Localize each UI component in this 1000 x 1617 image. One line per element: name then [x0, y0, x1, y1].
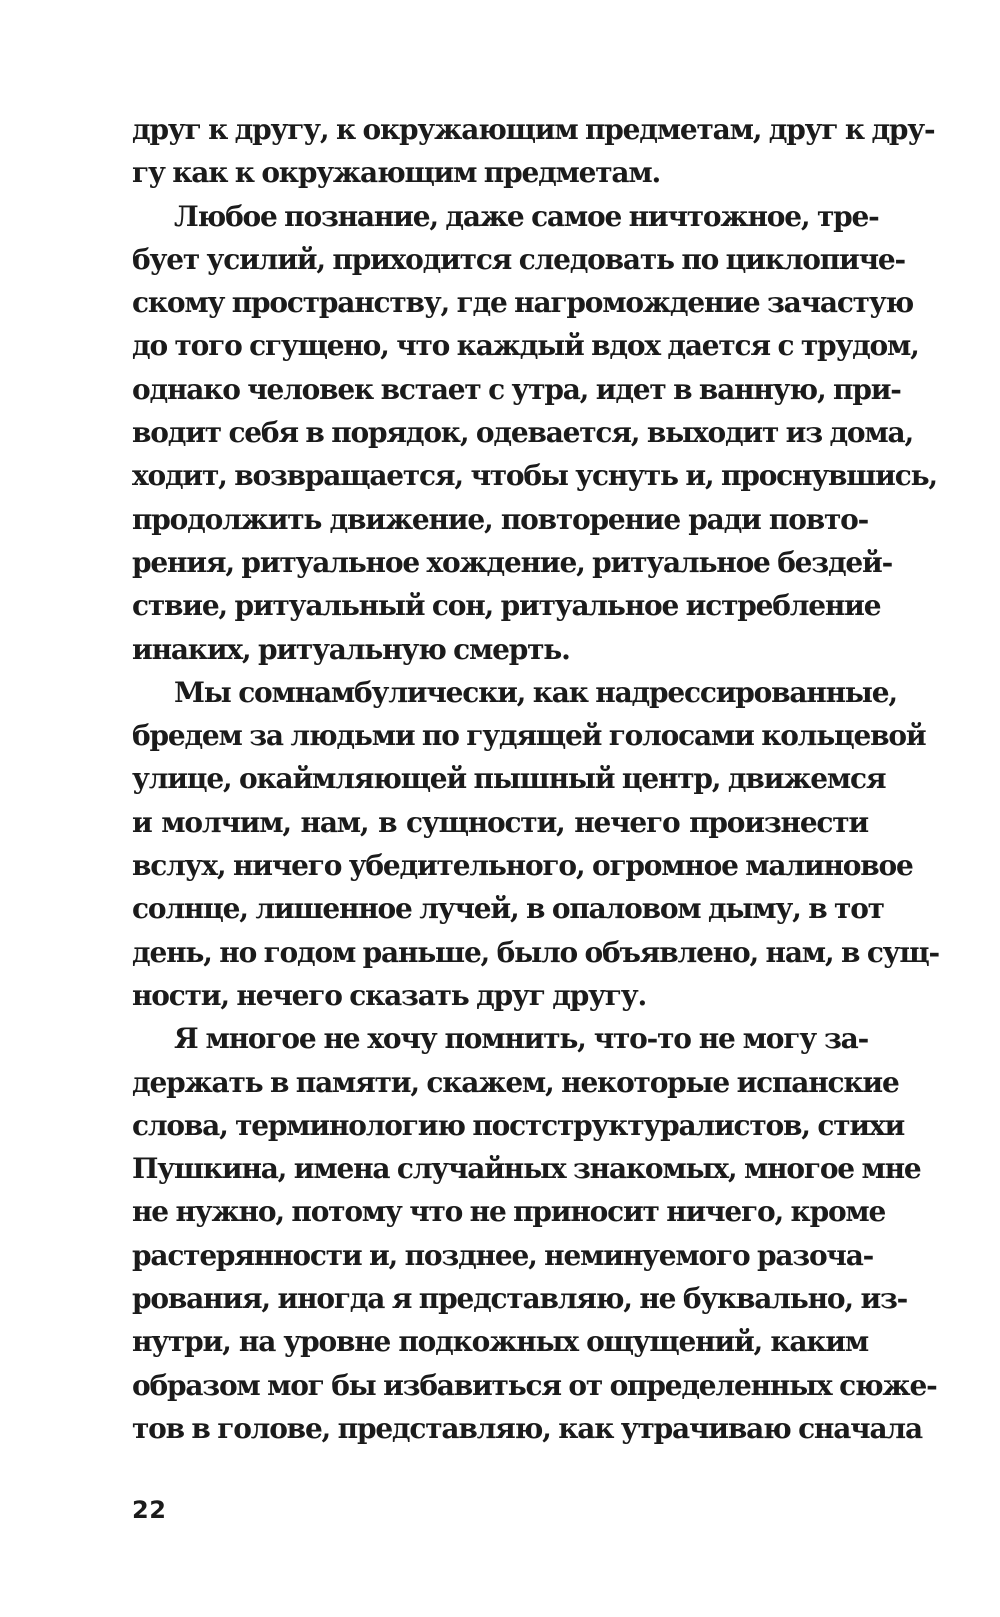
text-line: скому пространству, где нагромождение зачастую	[132, 286, 914, 320]
text-line: улице, окаймляющей пышный центр, движемся	[132, 762, 886, 796]
text-line: слова, терминологию постструктуралистов, стихи	[132, 1108, 905, 1142]
text-line: друг к другу, к окружающим предметам, друг к дру-	[132, 113, 935, 146]
text-line: рования, иногда я представляю, не буквально, из-	[132, 1282, 908, 1316]
text-line: растерянности и, позднее, неминуемого разоча-	[132, 1238, 874, 1272]
text-line: рения, ритуальное хождение, ритуальное бездей-	[132, 545, 893, 579]
text-line: держать в памяти, скажем, некоторые испанские	[132, 1065, 899, 1099]
body-text	[132, 108, 939, 1450]
text-line: Любое познание, даже самое ничтожное, тре-	[174, 199, 879, 233]
text-line: день, но годом раньше, было объявлено, нам, в сущ-	[132, 935, 939, 969]
text-line: Пушкина, имена случайных знакомых, многое мне	[132, 1152, 921, 1186]
text-line: продолжить движение, повторение ради повто-	[132, 502, 868, 536]
text-line: Я многое не хочу помнить, что-то не могу за-	[174, 1022, 868, 1056]
text-line: однако человек встает с утра, идет в ванную, при-	[132, 372, 901, 406]
text-line: инаких, ритуальную смерть.	[132, 632, 570, 666]
text-line: солнце, лишенное лучей, в опаловом дыму, в тот	[132, 892, 884, 926]
text-line: ствие, ритуальный сон, ритуальное истребление	[132, 589, 881, 623]
text-line: вслух, ничего убедительного, огромное малиновое	[132, 849, 913, 883]
text-line: бует усилий, приходится следовать по циклопиче-	[132, 242, 905, 276]
text-line: не нужно, потому что не приносит ничего, кроме	[132, 1195, 886, 1229]
text-line: Мы сомнамбулически, как надрессированные,	[174, 675, 897, 709]
text-line: гу как к окружающим предметам.	[132, 156, 661, 190]
text-line: до того сгущено, что каждый вдох дается с трудом,	[132, 329, 919, 363]
page-number: 22	[132, 1496, 167, 1524]
text-line: ходит, возвращается, чтобы уснуть и, проснувшись,	[132, 459, 937, 493]
text-line: образом мог бы избавиться от определенных сюже-	[132, 1368, 937, 1402]
text-line: ности, нечего сказать друг другу.	[132, 978, 647, 1012]
text-line: тов в голове, представляю, как утрачиваю сначала	[132, 1411, 922, 1445]
text-line: водит себя в порядок, одевается, выходит из дома,	[132, 416, 914, 450]
text-line: бредем за людьми по гудящей голосами кольцевой	[132, 719, 926, 753]
text-line: и молчим, нам, в сущности, нечего произнести	[132, 805, 868, 839]
text-line: нутри, на уровне подкожных ощущений, каким	[132, 1325, 868, 1359]
